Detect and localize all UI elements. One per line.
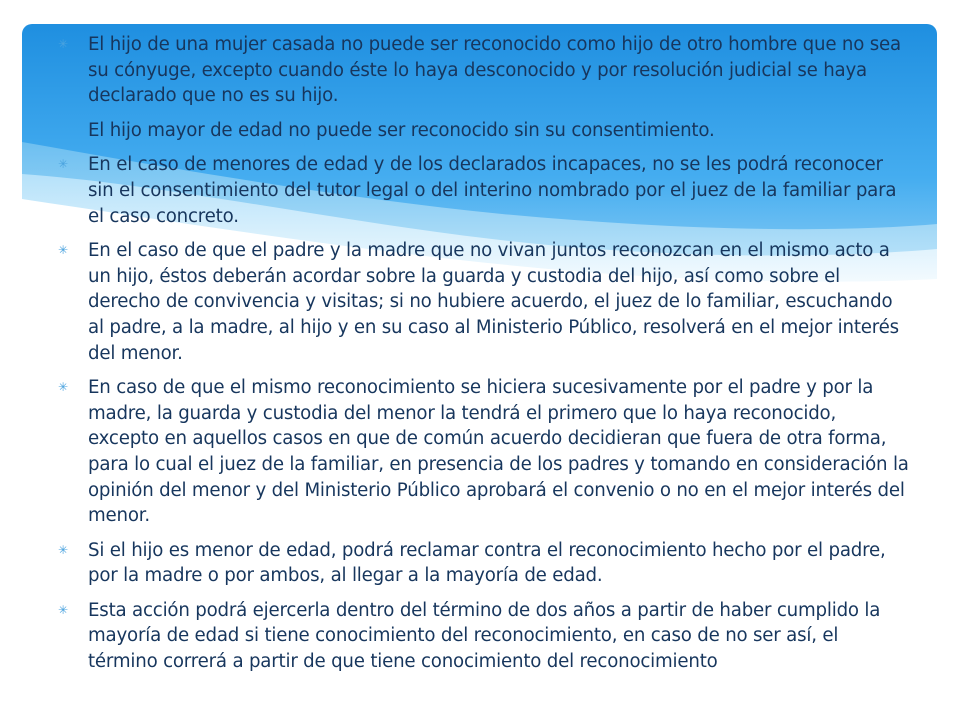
asterisk-bullet-icon: ✳: [58, 380, 68, 395]
slide-body: [58, 32, 910, 684]
list-item: [58, 238, 910, 366]
list-item: [58, 32, 910, 109]
asterisk-bullet-icon: ✳: [58, 542, 68, 557]
list-item-text: En el caso de menores de edad y de los declarados incapaces, no se les podrá reconocer sin el consentimiento del tutor legal o del interino nombrado por el juez de la familiar para el caso concreto.: [88, 154, 897, 227]
asterisk-bullet-icon: ✳: [58, 157, 68, 172]
list-item-text: El hijo mayor de edad no puede ser reconocido sin su consentimiento.: [88, 119, 715, 141]
list-item: [58, 598, 910, 675]
asterisk-bullet-icon: ✳: [58, 243, 68, 258]
list-item: [58, 152, 910, 229]
list-item-text: Si el hijo es menor de edad, podrá reclamar contra el reconocimiento hecho por el padre, por la madre o por ambos, al llegar a la mayoría de edad.: [88, 539, 886, 587]
asterisk-bullet-icon: ✳: [58, 602, 68, 617]
list-item-text: En el caso de que el padre y la madre que no vivan juntos reconozcan en el mismo acto a un hijo, éstos deberán acordar sobre la guarda y custodia del hijo, así como sobre el derecho de convivencia y visitas; si no hubiere acuerdo, el juez de lo familiar, escuchando al padre, a la madre, al hijo y en su caso al Ministerio Público, resolverá en el mejor interés del menor.: [88, 240, 899, 364]
list-item-text: Esta acción podrá ejercerla dentro del término de dos años a partir de haber cumplido la mayoría de edad si tiene conocimiento del reconocimiento, en caso de no ser así, el término correrá a partir de que tiene conocimiento del reconocimiento: [88, 599, 881, 673]
asterisk-bullet-icon: ✳: [58, 37, 68, 51]
list-item-text: En caso de que el mismo reconocimiento se hiciera sucesivamente por el padre y por la madre, la guarda y custodia del menor la tendrá el primero que lo haya reconocido, excepto en aquellos casos en que de común acuerdo decidieran que fuera de otra forma, para lo cual el juez de la familiar, en presencia de los padres y tomando en consideración la opinión del menor y del Ministerio Público aprobará el convenio o no en el mejor interés del menor.: [88, 377, 909, 527]
list-item: [58, 538, 910, 589]
list-item: [58, 118, 910, 144]
list-item: [58, 375, 910, 529]
list-item-text: El hijo de una mujer casada no puede ser reconocido como hijo de otro hombre que no sea su cónyuge, excepto cuando éste lo haya desconocido y por resolución judicial se haya declarado que no es su hijo.: [88, 34, 901, 107]
